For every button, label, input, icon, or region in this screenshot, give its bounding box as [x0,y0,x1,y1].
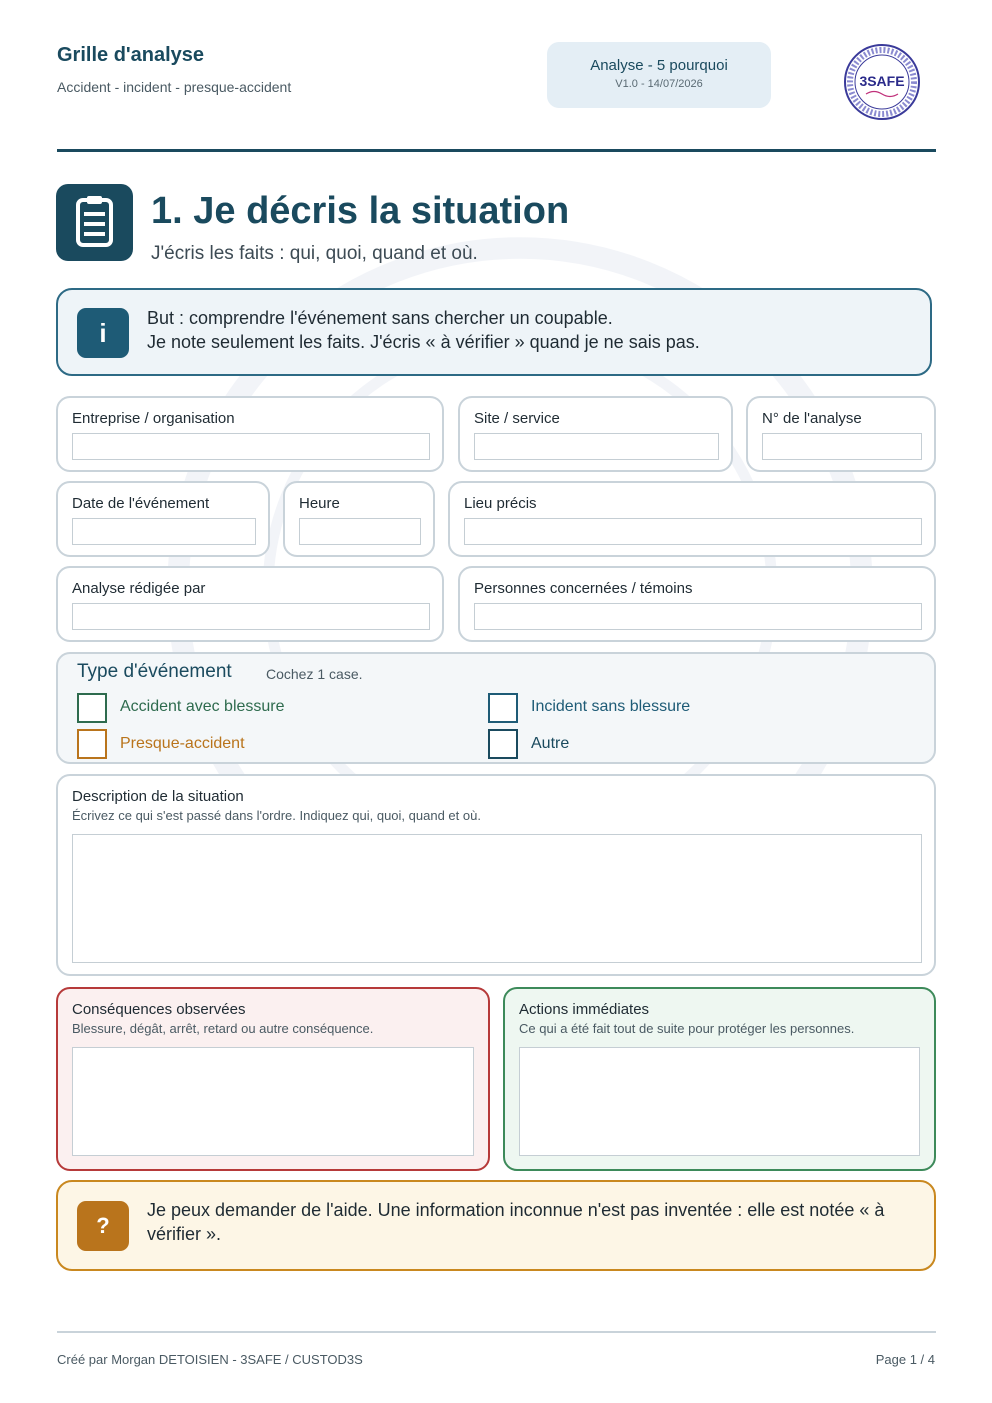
badge-title: Analyse - 5 pourquoi [590,57,728,74]
entreprise-input[interactable] [72,433,430,460]
consequences-hint: Blessure, dégât, arrêt, retard ou autre conséquence. [72,1021,374,1036]
field-card-redige-par [56,566,444,642]
description-hint: Écrivez ce qui s'est passé dans l'ordre. Indiquez qui, quoi, quand et où. [72,808,481,823]
question-icon: ? [77,1201,129,1251]
description-textarea[interactable] [72,834,922,963]
field-label: Personnes concernées / témoins [474,580,693,597]
field-label: Date de l'événement [72,495,210,512]
field-card-entreprise [56,396,444,472]
checkbox-accident-avec-blessure[interactable] [77,693,107,723]
header-rule [57,149,936,152]
field-label: Site / service [474,410,560,427]
site-input[interactable] [474,433,719,460]
redige-par-input[interactable] [72,603,430,630]
date-input[interactable] [72,518,256,545]
lieu-input[interactable] [464,518,922,545]
event-type-hint: Cochez 1 case. [266,666,363,682]
consequences-textarea[interactable] [72,1047,474,1156]
description-title: Description de la situation [72,788,244,805]
field-card-date [56,481,270,557]
document-subtitle: Accident - incident - presque-accident [57,79,292,95]
svg-text:3SAFE: 3SAFE [859,73,905,89]
field-label: N° de l'analyse [762,410,862,427]
description-box [56,774,936,976]
section-subtitle: J'écris les faits : qui, quoi, quand et où. [151,243,478,264]
field-card-heure [283,481,435,557]
field-label: Analyse rédigée par [72,580,206,597]
numero-input[interactable] [762,433,922,460]
info-line-1: But : comprendre l'événement sans chercher un coupable. [147,308,613,328]
checkbox-presque-accident[interactable] [77,729,107,759]
option-label: Autre [531,735,570,752]
field-label: Entreprise / organisation [72,410,235,427]
page-number: Page 1 / 4 [875,1352,935,1367]
document-title: Grille d'analyse [57,44,205,66]
footer-rule [57,1331,936,1333]
info-icon: i [77,308,129,358]
event-type-box [56,652,936,764]
section-title: 1. Je décris la situation [151,190,570,232]
actions-textarea[interactable] [519,1047,920,1156]
actions-title: Actions immédiates [519,1001,650,1018]
option-label: Accident avec blessure [120,698,285,715]
footer-credit: Créé par Morgan DETOISIEN - 3SAFE / CUSTOD3S [57,1352,363,1367]
option-label: Incident sans blessure [531,698,691,715]
personnes-input[interactable] [474,603,922,630]
field-card-site [458,396,733,472]
actions-box [503,987,936,1171]
consequences-box [56,987,490,1171]
info-text [147,306,700,354]
info-box [56,288,932,376]
help-text: Je peux demander de l'aide. Une information inconnue n'est pas inventée : elle est notée « à vérifier ». [147,1200,885,1244]
field-card-lieu [448,481,936,557]
event-type-title: Type d'événement [77,661,232,682]
help-box [56,1180,936,1271]
badge-version: V1.0 - 14/07/2026 [615,78,703,90]
field-card-numero [746,396,936,472]
field-card-personnes [458,566,936,642]
version-badge [547,42,771,108]
field-label: Heure [299,495,340,512]
checkbox-autre[interactable] [488,729,518,759]
heure-input[interactable] [299,518,421,545]
actions-hint: Ce qui a été fait tout de suite pour protéger les personnes. [519,1021,855,1036]
info-line-2: Je note seulement les faits. J'écris « à vérifier » quand je ne sais pas. [147,332,700,352]
consequences-title: Conséquences observées [72,1001,246,1018]
checkbox-incident-sans-blessure[interactable] [488,693,518,723]
option-label: Presque-accident [120,735,245,752]
field-label: Lieu précis [464,495,537,512]
company-logo-seal [842,42,922,122]
clipboard-icon [56,184,133,261]
